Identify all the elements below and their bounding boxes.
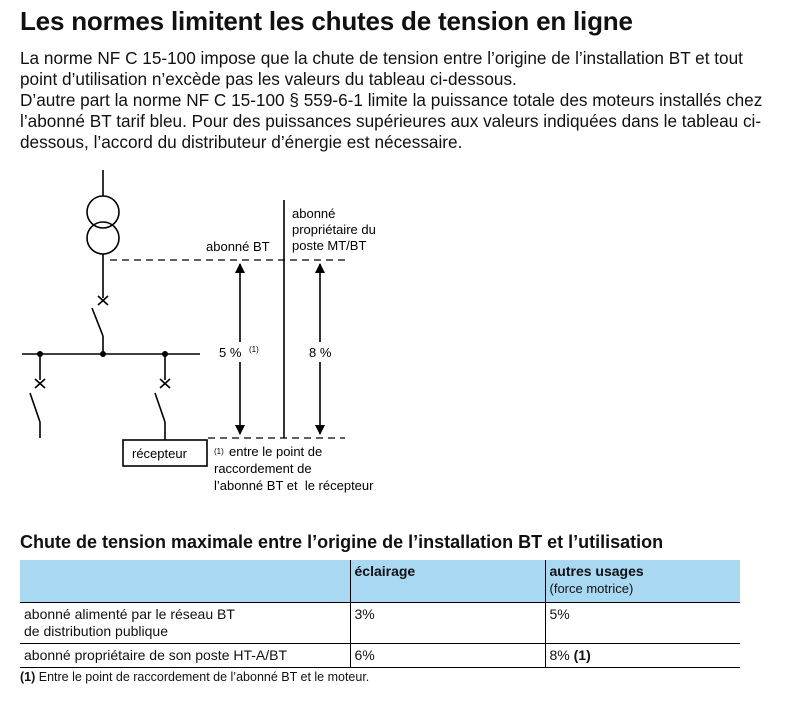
row-autres-value	[545, 644, 740, 668]
header-autres-usages	[545, 560, 740, 603]
drop-mt-label: 8 %	[309, 345, 332, 360]
row-label-line1: abonné alimenté par le réseau BT	[24, 606, 235, 622]
intro-paragraph-1: La norme NF C 15-100 impose que la chute de tension entre l’origine de l’installation BT et tout point d’utilisation n’excède pas les valeurs du tableau ci-dessous.	[20, 48, 743, 89]
footnote-text: Entre le point de raccordement de l’abonné BT et le moteur.	[35, 670, 370, 684]
note-line1: entre le point de	[229, 444, 323, 459]
junction-dot-left	[37, 351, 43, 357]
drop-bt-label: 5 %	[219, 345, 242, 360]
row-label	[20, 644, 350, 668]
note-line3: l’abonné BT et le récepteur	[214, 478, 374, 493]
row-eclairage-value: 3%	[350, 603, 545, 644]
intro-text	[20, 48, 780, 153]
label-proprietaire-line2: propriétaire du	[292, 222, 376, 237]
header-autres-usages-sub: (force motrice)	[549, 581, 634, 596]
table-row	[20, 644, 740, 668]
junction-dot-center	[100, 351, 106, 357]
transformer-primary-coil	[87, 196, 119, 228]
row-label	[20, 603, 350, 644]
transformer-secondary-coil	[87, 222, 119, 254]
intro-paragraph-2: D’autre part la norme NF C 15-100 § 559-6-1 limite la puissance totale des moteurs installés chez l’abonné BT tarif bleu. Pour des puissances supérieures aux valeurs indiquées dans le tableau ci-dessous, l’accord du distributeur d’énergie est nécessaire.	[20, 90, 763, 152]
row-eclairage-value: 6%	[350, 644, 545, 668]
drop-bt-note: (1)	[249, 345, 259, 354]
note-marker: (1)	[214, 447, 224, 456]
label-proprietaire-line1: abonné	[292, 206, 336, 221]
table-header-row	[20, 560, 740, 603]
main-switch-blade	[92, 308, 103, 336]
header-eclairage	[350, 560, 545, 603]
label-proprietaire-line3: poste MT/BT	[292, 238, 367, 253]
row-autres-value: 5%	[545, 603, 740, 644]
footnote	[20, 670, 369, 684]
page-title: Les normes limitent les chutes de tension en ligne	[20, 6, 633, 36]
row-label-line2: de distribution publique	[24, 623, 168, 639]
table-row	[20, 603, 740, 644]
header-empty-cell	[20, 560, 350, 603]
footnote-marker: (1)	[20, 670, 36, 684]
label-abonne-bt: abonné BT	[206, 239, 270, 254]
row-label-line1: abonné propriétaire de son poste HT-A/BT	[24, 647, 288, 663]
table-title: Chute de tension maximale entre l’origine de l’installation BT et l’utilisation	[20, 532, 664, 552]
voltage-drop-diagram	[0, 160, 800, 510]
row-autres-value-text: 8%	[549, 647, 570, 663]
header-autres-usages-label: autres usages	[549, 563, 644, 579]
recepteur-label: récepteur	[132, 446, 187, 461]
row-autres-note: (1)	[573, 647, 591, 663]
note-line2: raccordement de	[214, 461, 312, 476]
junction-dot-right	[162, 351, 168, 357]
header-eclairage-label: éclairage	[354, 563, 416, 579]
voltage-drop-table	[20, 560, 740, 668]
